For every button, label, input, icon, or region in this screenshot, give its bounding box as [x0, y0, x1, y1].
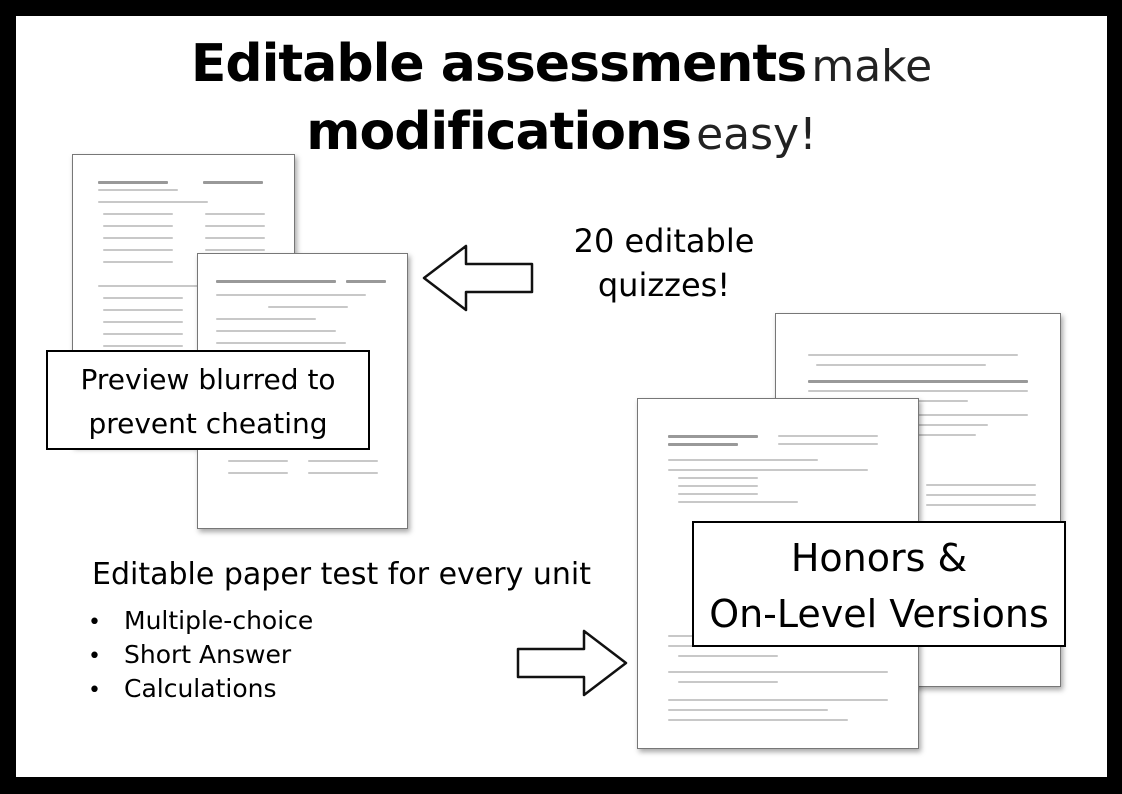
title-bold-2: modifications [306, 102, 691, 162]
title-bold-1: Editable assessments [190, 34, 807, 94]
versions-callout [692, 521, 1066, 647]
list-item-label: Multiple-choice [124, 606, 314, 635]
page-title-line-2 [16, 102, 1107, 162]
bullet-icon: • [88, 644, 101, 669]
title-light-2: easy! [696, 109, 817, 160]
preview-callout-line-2: prevent cheating [88, 407, 328, 440]
list-item [88, 638, 313, 672]
quizzes-note [564, 219, 764, 307]
preview-blurred-callout [46, 350, 370, 450]
right-arrow-icon [516, 627, 630, 699]
title-light-1: make [811, 41, 933, 92]
list-item-label: Short Answer [124, 640, 292, 669]
quizzes-note-line-1: 20 editable [573, 222, 755, 260]
versions-callout-line-1: Honors & [790, 536, 968, 580]
paper-test-heading: Editable paper test for every unit [92, 557, 591, 592]
preview-callout-line-1: Preview blurred to [80, 363, 336, 396]
versions-callout-line-2: On-Level Versions [709, 592, 1049, 636]
paper-test-list [88, 604, 313, 706]
quizzes-note-line-2: quizzes! [597, 266, 731, 304]
list-item-label: Calculations [124, 674, 277, 703]
list-item [88, 604, 313, 638]
bullet-icon: • [88, 610, 101, 635]
bullet-icon: • [88, 678, 101, 703]
slide-frame [16, 16, 1107, 777]
left-arrow-icon [420, 242, 536, 314]
list-item [88, 672, 313, 706]
page-title-line-1 [16, 34, 1107, 94]
